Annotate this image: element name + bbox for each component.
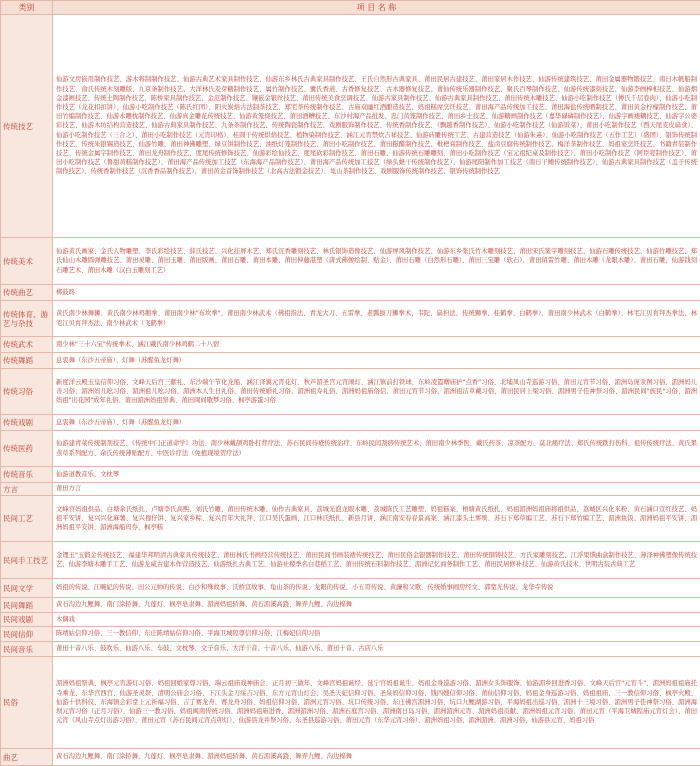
row-category: 传统戏剧 — [1, 415, 53, 431]
table-row — [1, 337, 700, 353]
table-row — [1, 369, 700, 415]
row-category: 民间舞蹈 — [1, 598, 53, 613]
row-items: 文峰宫妈祖供品、白塘余氏纸扎、卢塘李氏高熙、刘氏竹雕、莆田传统木雕、仙作古典家具、荔城光泡龙眼木雕、荔城陈氏工艺雕塑、妈祖糕案、梧塘黄氏纸扎、妈祖湄洲妈祖庙将祖供品、荔城区兴化米粉、黄石涵口宣红技艺、妈祖平安饼、复兴兴化麻薯、复兴穆仔饼、复兴家乡粽、复兴百年大礼拜、江口吴氏蛋画、江口林氏纸扎、新县月饼、涵江南安春春景高案、涵江漆头土葬殡、苏石下郑草编工艺、苏石下郑竹编工艺、湄洲鱼饭、湄洲妈祖平安饼、湄洲妈祖平安饼、湄洲海船玛券、枫亭糕 — [53, 496, 700, 542]
row-items: 仙游黄氏画家、金氏人物雕塑、李氏彩绘技艺、薛氏技艺、兴化挂屏木艺、郑氏沉香雕刻技艺、林氏银饰造像技艺、仙游屏风制作技艺、仙游东乡张氏竹木雕刻技艺、莆田宋氏篆字雕刻技艺、仙游石雕传统技艺、仙游竹雕技艺、郑氏仙山木雕圆弹雕技艺、莆田灵雕、莆田玉雕、莆田版画、莆田石雕、莆田本雕、莆田伸藤湛塑（唐式佛像绘制、贴金）、莆田石雕（白然形石雕）、莆田三宝雕（软石）、莆田留雷竹雕、莆田木雕（龙眼木雕）、莆田石雕、仙游钱刻石雕艺术、莆田木雕（汉白玉雕刻工艺） — [53, 238, 700, 285]
row-items: 木偶戏 — [53, 613, 700, 627]
table-row — [1, 613, 700, 627]
table-row — [1, 467, 700, 483]
column-header-category: 类别 — [1, 1, 53, 15]
row-items: 金锂玉"玉锻金传统技艺、福建华邦明清古典家具传统技艺、莆田林氏书画经营传统技艺、莆田民间书画装裱传统技艺、莆田民俗金银器制作技艺、莆田传统铜铸技艺、方氏家雕刻技艺、江浮果馔曲盒制作技艺、薄泽神佛塑像传统技艺、仙游李塘木雕手工艺、仙游龙威古建木作营造技艺、仙游纸扎古典工艺、仙游社稷季名白巷稻工艺、莆田传统石料制作技艺、湄洲记忆商务制作工艺、莆田民居修补技艺、仙游黄氏技术、世明古装古典工艺 — [53, 542, 700, 579]
row-items: 新度洋云殿玉皇信仰习俗、文峰天后宫三献礼、东沙端午节化龙船、涵江泽翼元宵花灯、秋芦湄圣宫元宵闹灯、涵江镇前打铁球、东岭凌霞曙庙护"点香"习俗、北埔凤山寺巡游习俗、莆田元宵节习俗、湄洲岛庞汞图习俗、湄洲妈儿善习俗、湄洲妈儿吆习俗、湄洲祖儿吆习俗、湄洲本人生日礼俗、莆田传统婚礼习俗、湄洲祖寿礼俗、湄洲妈祖庙俗信、莆田元宵节习俗、湄洲祖洁草戴习俗、莆田民居上梁习俗、湄洲男子佳神祭习俗、湄洲民间"族民"习俗、湄洲妈祖"出花园"成年礼俗、莆田湄洲妈祖祭典、莆田闽间歇梦习俗、枫亭游蛋习俗 — [53, 369, 700, 415]
row-items: 黄氏南少林舞狮、黄氏南少林鸡鹅拳、莆田南少林"布坎拳"、莆田南少林武术（佛祖指法、青龙大刀、五雷拳、老瓢拔刀狮拳术、韦陀、扁担法、传统狮拳、桂鹤拳、白鹤拳）、莆田南少林武术（白鹤拳）、林宅江贝育拜杰拳法、林宅江贝育拜杰法、南少林武术（飞鹤拳） — [53, 301, 700, 337]
row-category: 曲艺 — [1, 749, 53, 766]
row-items: 梆鼓咚 — [53, 285, 700, 301]
row-category: 民间音乐 — [1, 642, 53, 657]
table-row — [1, 542, 700, 579]
row-category: 传统美术 — [1, 238, 53, 285]
table-row — [1, 579, 700, 598]
row-category: 民间工艺 — [1, 496, 53, 542]
row-category: 传统舞蹈 — [1, 353, 53, 369]
row-items: 息衷舞（东沙五帝庙）、灯舞（苏醒鱼龙灯舞） — [53, 353, 700, 369]
row-items: 莆田十音八乐、鼓吹乐、仙游八乐、车鼓、文枕琴、文子音乐、大洋干音、十音八乐、仙游八乐、莆田十音、古店八乐 — [53, 642, 700, 657]
table-header-row — [1, 1, 700, 15]
table-row — [1, 415, 700, 431]
row-category: 民间信仰 — [1, 627, 53, 642]
row-items: 黄石沟边九鲤舞、南门涂轿舞、九莲灯、枫亭皂隶舞、湄洲妈祖轿舞、黄石湄溪高跷、舞弄九鲤、沟边棉舞 — [53, 749, 700, 766]
row-category: 传统医药 — [1, 431, 53, 467]
row-category: 传统习俗 — [1, 369, 53, 415]
column-header-items: 项 目 名 称 — [53, 1, 700, 15]
table-row — [1, 627, 700, 642]
table-row — [1, 15, 700, 238]
table-row — [1, 642, 700, 657]
row-category: 民俗 — [1, 657, 53, 749]
row-category: 传统音乐 — [1, 467, 53, 483]
table-row — [1, 483, 700, 496]
table-row — [1, 238, 700, 285]
row-category: 传统体育、游艺与杂技 — [1, 301, 53, 337]
row-items: 湄洲妈祖祭典、枫亭元宵游灯习俗、妈祖回娘家尊习俗、瑞云祖庙戏神庙会、正月初三做年、文峰宫妈祖诞经、延宁宫妈祖诞生、妈祖金身巡游习俗、湄洲女头饰服饰、仙游湄乡回进香习俗、文峰天后宫"元宵斗"、湄洲妈祖祖庙托寺乘龙、东华宫西宫、仙游圣灵祭、清明公庙会习俗、下江头金刀绥吉习俗、东方元宵山灯会、吴圣天妃信仰习俗、圣泉妈信仰习俗、钱四嫂信仰习俗、莆仙信仰习俗、妈祖金身巡游习俗、妈祖祖庙、三一教信仰习俗、枫亭火殿、仙游十供科仪、东海镇会彩堂上元祈福习俗、吉了赛龙舟、赛龙舟习俗、妈祖信仰习俗、湄洲元宵习俗、坑口传统习俗、东庄佛宫湄洲习俗、坑口九鲤湖游习俗、平海妈祖出巡习俗、湄洲十三境习俗、湄洲男子佳神祭习俗、湄洲海坝元宵习俗（正月习俗）、仙游三一教习俗、妈祖闽南传统习俗、湄洲妈祖庙进香、湄洲湄洲习俗、湄洲石庭宫习俗、湄洲南日岛习俗、湄洲湄洲元宵、湄洲妈祖贡献、湄洲妈祖元宵习俗、莆田元宵（平海卫城隍庙元宵灯会）、莆田元宵（风山寺点灯出游习俗）、莆田元宵（苏石民间元宵点卯灯）、仙游县龙井祭习俗、东圣县巡游习俗、莆田元宵（东华元宵习俗）、湄洲妈祖习俗、湄洲湄洲、湄洲习俗、仙游县元宵、妈祖习俗 — [53, 657, 700, 749]
table-row — [1, 496, 700, 542]
table-row — [1, 749, 700, 766]
table-row — [1, 301, 700, 337]
row-items: 仙游文房嵌用制作技艺、游木将制制作技艺、仙游古典艺术家具制作技艺、仙游东乡林氏古典家具制作技艺、王氏自然形古典家具、莆田民居古建技艺、莆田家居木作技艺、仙游传统建筑技艺、莆田金属器物锻技艺、南日木帆船制作技艺、俞氏传统木刻雕版、九京条制作技艺、大洋林氏麦芽糖制作技艺、属竹制作技艺、囊氏香道、古香修复技艺、古木器修复技艺、莆仙传统乐器制作技艺、聚氏百琴制作技艺、仙游传统漆刻技艺、仙游李画棒相技艺、仙游烟金漆画技艺、传统土陶制作技艺、陈桥家具制作技艺、金范制作技艺、镶嵌金银丝技艺、莆田传统美食烹调技艺、仙游古家具制作技艺、仙游古典家具制作技艺、莆田传统木雕技艺、仙游小吃制作技艺（傅氏千层卷肉）、仙游小吃制作技艺（龙花扣扣饼）、仙游小吃制作技艺（陈氏红团）、阳火炭焙古法制茶技艺、郑宅茶传统制作技艺、古庙双幽红酒酿造技艺、妈祖糕席烹饪技艺、莆田海产品传统加工技艺、莆田海盐传统晒制技艺、莆田黄金柠檬制作技艺、莆田竹编制作技艺、仙游木雕枕制作技艺、仙游真金雕花传统技艺、仙游黄笼烧技艺、莆田酒糟技艺、东沙村海产品批发、忠门黄笼制作技艺、莆田乡土技艺、仙游糖画制作技艺（嘉华碌碡制作技艺）、仙游字画裱糊技艺、仙游字公婆彩技艺、仙游木坊结构营造技艺、仙游古典家具制作技艺、九条茶制作技艺、传统陶瓷制作技艺、戏剧服饰制作技艺、传统香制作技艺、（飘越香制作技艺）、仙游小吃制作技艺（仙游饭菜）、莆田小吃制作技艺（西天尾麦皮扁食）、仙游小吃制作技艺（三合之）、莆田小吃制作技艺（元宵印格）、桂圆干传统烘焙技艺、植物染制作技艺、涵江元宵禁炊吉祥技艺、仙游砖雕传统工艺、古建营造技艺（仙游朱熹）、仙游小吃制作技艺（五作工艺）（盛团）、银饰传统制作技艺、传统朱银锡造技艺、仙游竹雕、莆田神佛雕塑、绿豆饼制作技艺、油纸灯笼制作技艺、莆田小吃制作技艺、莆田糍醋制作技艺、枇杷膏制作技艺、盐卤豆腐传统制作技艺、梅洋茶制作技艺、妈祖宴烹饪技艺、书籍青装制作技艺、传统金属字制作技艺、莆田龙舟制作技艺、度尾传统修饰技艺、仙游彩绘仙技艺、度尾砍彩制作技艺、莆田石雕、仙游传统石雕雕刻、莆田小吃制作技艺（宝元祖纪桌及制作技艺）、莆田小吃制作技艺（阿臣嗟制作技艺）、莆田小吃制作技艺（鲁甜黄糕制作技艺）、莆田海产品传统加工技艺（东海海产品制作技艺）、莆田海产品传统加工技艺（绿头蛏干传统制作技艺）、仙游尾阳制作加工技艺（南日干鲍传统制作技艺）、仙游古典家具制作技艺（盖子传统制作技艺）、传统香制作技艺（沉香香品制作技艺）、莆田黄金首饰制作技艺（北高古法锻金技艺）、龟山茶制作技艺、戏剧服饰传统制作技艺、银饰传统制作技艺 — [53, 15, 700, 238]
row-items: 仙游道教音乐、文枕琴 — [53, 467, 700, 483]
table-row — [1, 598, 700, 613]
row-category: 民间戏剧 — [1, 613, 53, 627]
row-items: 莆田方言 — [53, 483, 700, 496]
table-row — [1, 657, 700, 749]
row-items: 黄石沟边九鲤舞、南门涂轿舞、九莲灯、枫亭皂隶舞、湄洲妈祖轿舞、黄石湄溪高跷、舞弄九鲤、沟边棉舞 — [53, 598, 700, 613]
row-category: 传统技艺 — [1, 15, 53, 238]
row-items: 仙游建青菜传统制剂技艺、《传统中门正道命学》功法、南少林戴颉鸡卧打背疗法、苏石民间待疮传统治疗、东岭民间刮痧传统艺术、莆田南少林季医、戴氏药茶、凉茶配方、莫北痛疗法、郑氏传统跌打伤科、祖传传统疗法、黄氏果蒸草系列配方、余氏传统薄贴配方、中医诊疗法（免植现境贺疗法） — [53, 431, 700, 467]
row-category: 民间手工技艺 — [1, 542, 53, 579]
row-items: 陈靖姑信仰习俗、三一教信仰、东庄陈靖姑信仰习俗、平海卫城隍尊信仰习俗、江梅妃信仰习俗 — [53, 627, 700, 642]
row-items: 息衷舞（东沙五帝庙）、灯舞（苏醒鱼龙灯舞） — [53, 415, 700, 431]
row-category: 民间文学 — [1, 579, 53, 598]
table-row — [1, 431, 700, 467]
table-row — [1, 353, 700, 369]
row-items: 南少林"三十六宝"传统拳术、涵江戴氏南少林鸡鹤二十八宿 — [53, 337, 700, 353]
row-category: 传统曲艺 — [1, 285, 53, 301]
table-row — [1, 285, 700, 301]
row-items: 妈祖的传说、江畹妃的传说、田公元帅的传说、白沙和殊故事、沃桥宣故事、龟山茶的传说、龙眼的传说、小五哥传说、黄濂和父歌、传统婚事闹房经文、郭宽光传说、龙华寺传说 — [53, 579, 700, 598]
row-category: 传统武术 — [1, 337, 53, 353]
row-category: 方言 — [1, 483, 53, 496]
